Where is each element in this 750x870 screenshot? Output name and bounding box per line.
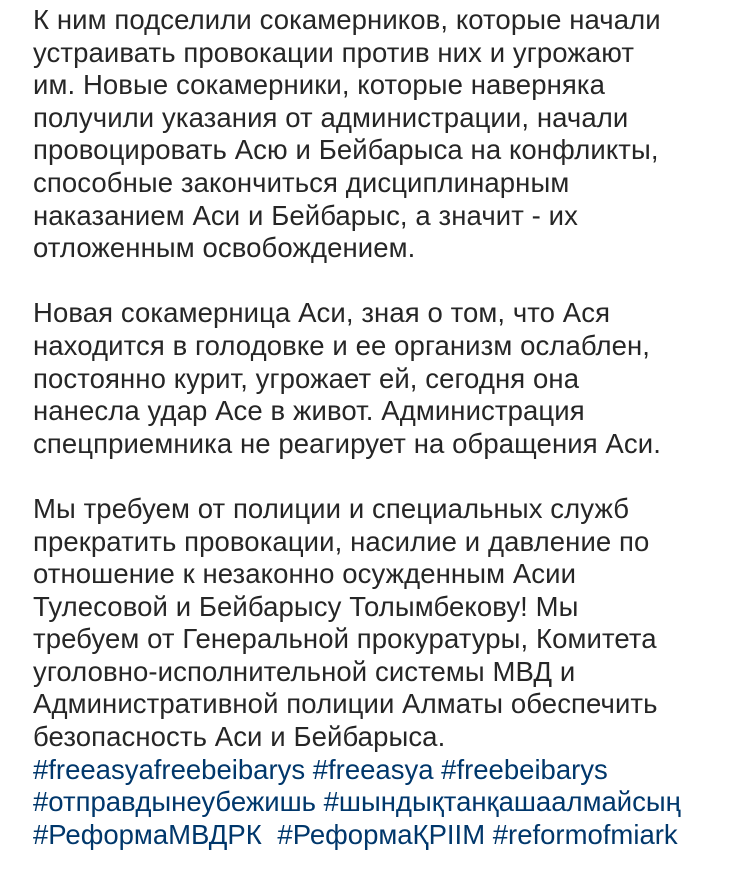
caption-line: безопасность Аси и Бейбарыса. xyxy=(33,721,446,753)
hashtag-link[interactable]: #freebeibarys xyxy=(441,753,608,785)
hashtag-link[interactable]: #freeasya xyxy=(312,753,434,785)
caption-paragraph-1 xyxy=(33,4,738,265)
caption-line: Административной полиции Алматы обеспечить xyxy=(33,688,658,720)
caption-line: получили указания от администрации, начали xyxy=(33,101,629,133)
hashtag-line xyxy=(33,786,738,819)
caption-line: отложенным освобождением. xyxy=(33,232,416,264)
hashtag-list xyxy=(33,754,738,852)
caption-line: уголовно-исполнительной системы МВД и xyxy=(33,655,576,687)
hashtag-link[interactable]: #freeasyafreebeibarys xyxy=(33,753,306,785)
caption-paragraph-3 xyxy=(33,493,738,754)
caption-line: прекратить провокации, насилие и давление по xyxy=(33,525,650,557)
hashtag-link[interactable]: #отправдынеубежишь xyxy=(33,786,316,818)
caption-line: Тулесовой и Бейбарысу Толымбекову! Мы xyxy=(33,590,579,622)
caption-line: устраивать провокации против них и угрожают xyxy=(33,36,635,68)
hashtag-line xyxy=(33,754,738,787)
caption-line: Новая сокамерница Аси, зная о том, что Ася xyxy=(33,297,611,329)
caption-line: провоцировать Асю и Бейбарыса на конфликты, xyxy=(33,134,659,166)
caption-line: К ним подселили сокамерников, которые начали xyxy=(33,4,661,35)
caption-line: постоянно курит, угрожает ей, сегодня она xyxy=(33,362,580,394)
hashtag-link[interactable]: #шындықтанқашаалмайсың xyxy=(323,786,681,818)
caption-line: нанесла удар Асе в живот. Администрация xyxy=(33,395,585,427)
caption-line: спецприемника не реагирует на обращения Аси. xyxy=(33,427,661,459)
caption-paragraph-2 xyxy=(33,297,738,460)
hashtag-line xyxy=(33,819,738,852)
caption-line: требуем от Генеральной прокуратуры, Комитета xyxy=(33,623,657,655)
caption-line: отношение к незаконно осужденным Асии xyxy=(33,558,577,590)
caption-line: находится в голодовке и ее организм ослаблен, xyxy=(33,329,651,361)
caption-line: Мы требуем от полиции и специальных служб xyxy=(33,492,630,524)
post-caption xyxy=(33,4,738,851)
hashtag-link[interactable]: #reformofmiark xyxy=(492,818,678,850)
caption-line: наказанием Аси и Бейбарыс, а значит - их xyxy=(33,199,578,231)
caption-line: им. Новые сокамерники, которые наверняка xyxy=(33,69,605,101)
caption-line: способные закончиться дисциплинарным xyxy=(33,166,570,198)
hashtag-link[interactable]: #РеформаМВДРК xyxy=(33,818,262,850)
hashtag-link[interactable]: #РеформаҚРІІМ xyxy=(277,818,486,850)
